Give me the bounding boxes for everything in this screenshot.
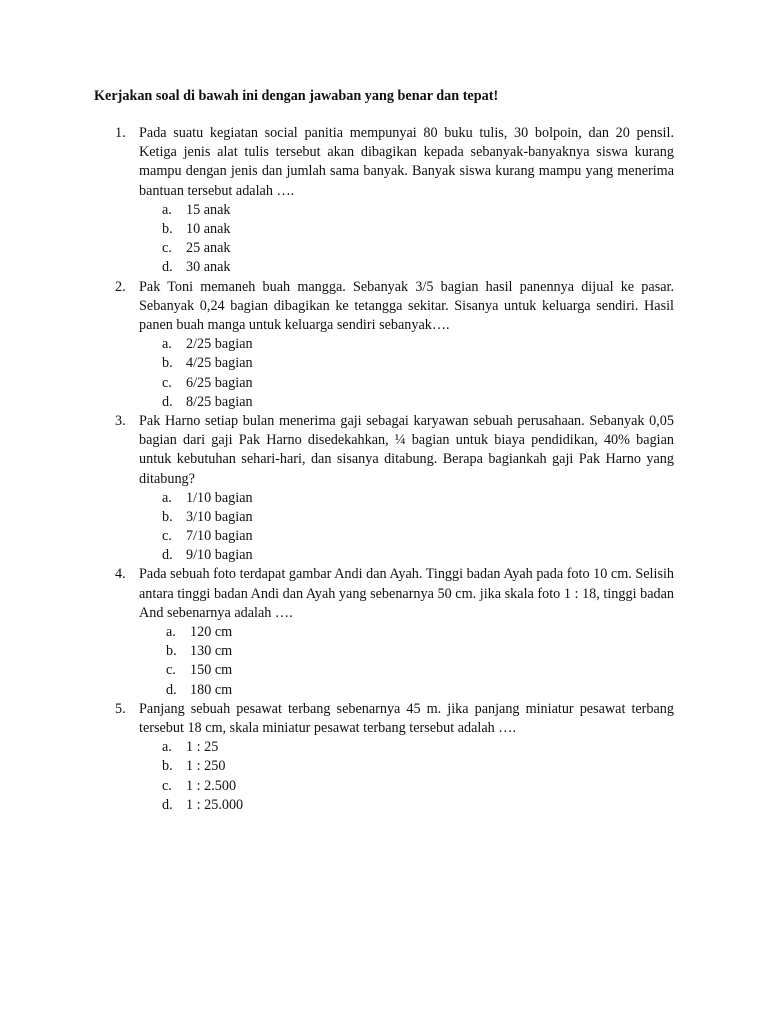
option-letter: b. [162,508,173,525]
option-letter: b. [162,758,173,775]
option-letter: d. [162,547,173,564]
option-letter: c. [162,240,172,257]
answer-option [0,757,768,776]
option-letter: d. [162,259,173,276]
document-title: Kerjakan soal di bawah ini dengan jawaban yang benar dan tepat! [94,88,499,104]
option-text: 130 cm [190,643,233,660]
answer-option [0,738,768,757]
question-number: 1. [115,125,126,141]
question-item-1 [0,124,768,278]
answer-option [0,796,768,815]
answer-options [0,623,768,700]
question-number: 5. [115,700,126,717]
answer-options [0,335,768,412]
option-letter: d. [162,796,173,813]
option-letter: a. [166,624,176,641]
option-text: 1/10 bagian [186,489,253,506]
answer-option [0,335,768,354]
answer-option [0,374,768,393]
option-text: 4/25 bagian [186,355,253,372]
answer-option [0,489,768,508]
answer-option [0,220,768,239]
option-text: 6/25 bagian [186,374,253,391]
option-letter: d. [166,681,177,698]
option-text: 1 : 25 [186,739,219,756]
option-text: 150 cm [190,662,233,679]
option-text: 7/10 bagian [186,528,253,545]
question-text: Panjang sebuah pesawat terbang sebenarnya 45 m. jika panjang miniatur pesawat terbang tersebut 18 cm, skala miniatur pesawat terbang tersebut adalah …. [139,700,674,737]
answer-option [0,681,768,700]
option-text: 3/10 bagian [186,508,253,525]
option-text: 10 anak [186,221,231,237]
option-text: 8/25 bagian [186,393,253,410]
question-item-4 [0,565,768,699]
option-text: 180 cm [190,681,233,698]
option-letter: c. [162,777,172,794]
question-text: Pada sebuah foto terdapat gambar Andi dan Ayah. Tinggi badan Ayah pada foto 10 cm. Selisih antara tinggi badan Andi dan Ayah yang sebenarnya 50 cm. jika skala foto 1 : 18, tinggi badan And sebenarnya adalah …. [139,566,674,621]
answer-option [0,661,768,680]
answer-option [0,258,768,277]
question-number: 4. [115,566,126,583]
question-item-5 [0,700,768,815]
option-letter: a. [162,336,172,353]
option-letter: a. [162,201,172,218]
question-number: 3. [115,412,126,429]
question-item-3 [0,412,768,566]
option-text: 2/25 bagian [186,336,253,353]
answer-option [0,777,768,796]
option-letter: c. [162,374,172,391]
option-letter: b. [162,221,173,237]
answer-option [0,393,768,412]
option-letter: b. [162,355,173,372]
question-list [0,124,768,815]
answer-option [0,546,768,565]
answer-option [0,623,768,642]
option-text: 25 anak [186,240,231,257]
answer-option [0,201,768,220]
option-letter: c. [166,662,176,679]
option-text: 1 : 2.500 [186,777,237,794]
question-item-2 [0,278,768,412]
question-text: Pak Toni memaneh buah mangga. Sebanyak 3/5 bagian hasil panennya dijual ke pasar. Sebanyak 0,24 bagian dibagikan ke tetangga sekitar. Sisanya untuk keluarga sendiri. Hasil panen buah manga untuk keluarga sendiri sebanyak…. [139,278,674,333]
answer-option [0,508,768,527]
option-text: 30 anak [186,259,231,276]
answer-option [0,642,768,661]
question-number: 2. [115,278,126,295]
answer-options [0,738,768,815]
answer-option [0,239,768,258]
option-text: 15 anak [186,201,231,218]
option-letter: c. [162,528,172,545]
answer-option [0,527,768,546]
option-text: 1 : 250 [186,758,226,775]
option-letter: a. [162,489,172,506]
option-text: 9/10 bagian [186,547,253,564]
option-letter: b. [166,643,177,660]
option-text: 1 : 25.000 [186,796,244,813]
answer-options [0,489,768,566]
answer-options [0,201,768,278]
option-letter: d. [162,393,173,410]
question-text: Pada suatu kegiatan social panitia mempunyai 80 buku tulis, 30 bolpoin, dan 20 pensil. Ketiga jenis alat tulis tersebut akan dibagikan kepada sebanyak-banyaknya siswa kurang mampu dengan jenis dan jumlah sama banyak. Banyak siswa kurang mampu yang menerima bantuan tersebut adalah …. [139,125,674,199]
question-text: Pak Harno setiap bulan menerima gaji sebagai karyawan sebuah perusahaan. Sebanyak 0,05 bagian dari gaji Pak Harno disedekahkan, ¼ bagian untuk biaya pendidikan, 40% bagian untuk kebutuhan sehari-hari, dan sisanya ditabung. Berapa bagiankah gaji Pak Harno yang ditabung? [139,412,674,487]
option-letter: a. [162,739,172,756]
answer-option [0,354,768,373]
option-text: 120 cm [190,624,233,641]
